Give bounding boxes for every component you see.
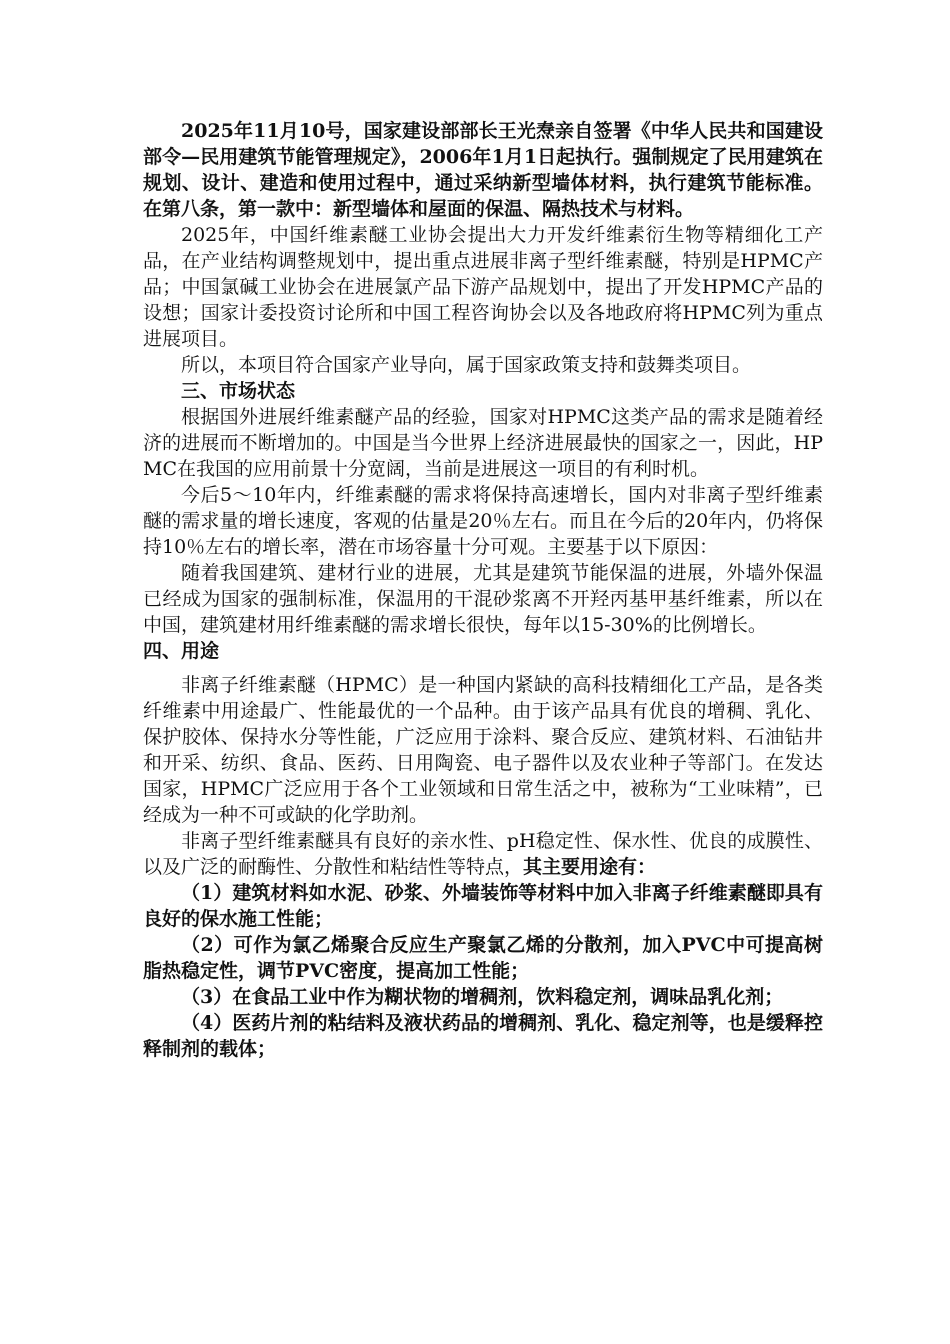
heading-market-status: 三、市场状态: [181, 380, 296, 402]
paragraph-hpmc-intro: 非离子纤维素醚（HPMC）是一种国内紧缺的高科技精细化工产品，是各类纤维素中用途最广、性能最优的一个品种。由于该产品具有优良的增稠、乳化、保护胶体、保持水分等性能，广泛应用于涂料、聚合反应、建筑材料、石油钻井和开采、纺织、食品、医药、日用陶瓷、电子器件以及农业种子等部门。在发达国家，HPMC广泛应用于各个工业领域和日常生活之中，被称为“工业味精”，已经成为一种不可或缺的化学助剂。: [143, 674, 823, 826]
list-item-food: （3）在食品工业中作为糊状物的增稠剂，饮料稳定剂，调味品乳化剂；: [181, 986, 784, 1008]
paragraph-construction-reason: 随着我国建筑、建材行业的进展，尤其是建筑节能保温的进展，外墙外保温已经成为国家的强制标准，保温用的干混砂浆离不开羟丙基甲基纤维素，所以在中国，建筑建材用纤维素醚的需求增长很快，每年以15-30%的比例增长。: [143, 562, 823, 636]
paragraph-regulation: 2025年11月10号，国家建设部部长王光焘亲自签署《中华人民共和国建设部令—民用建筑节能管理规定》，2006年1月1日起执行。强制规定了民用建筑在规划、设计、建造和使用过程中，通过采纳新型墙体材料，执行建筑节能标准。在第八条，第一款中：新型墙体和屋面的保温、隔热技术与材料。: [143, 120, 823, 220]
main-uses-lead: 其主要用途有：: [523, 856, 657, 878]
paragraph-growth-forecast: 今后5～10年内，纤维素醚的需求将保持高速增长，国内对非离子型纤维素醚的需求量的增长速度，客观的估量是20％左右。而且在今后的20年内，仍将保持10％左右的增长率，潜在市场容量十分可观。主要基于以下原因：: [143, 484, 823, 558]
document-page: [143, 118, 823, 1062]
paragraph-market-demand: 根据国外进展纤维素醚产品的经验，国家对HPMC这类产品的需求是随着经济的进展而不断增加的。中国是当今世界上经济进展最快的国家之一，因此，HPMC在我国的应用前景十分宽阔，当前是进展这一项目的有利时机。: [143, 406, 823, 480]
heading-uses: 四、用途: [143, 640, 220, 662]
paragraph-industry-plan: 2025年，中国纤维素醚工业协会提出大力开发纤维素衍生物等精细化工产品，在产业结构调整规划中，提出重点进展非离子型纤维素醚，特别是HPMC产品；中国氯碱工业协会在进展氯产品下游产品规划中，提出了开发HPMC产品的设想；国家计委投资讨论所和中国工程咨询协会以及各地政府将HPMC列为重点进展项目。: [143, 224, 823, 350]
paragraph-main-uses: [143, 828, 823, 880]
paragraph-policy-conclusion: 所以，本项目符合国家产业导向，属于国家政策支持和鼓舞类项目。: [181, 354, 752, 376]
list-item-construction: （1）建筑材料如水泥、砂浆、外墙装饰等材料中加入非离子纤维素醚即具有良好的保水施工性能；: [143, 882, 823, 930]
list-item-pvc: （2）可作为氯乙烯聚合反应生产聚氯乙烯的分散剂，加入PVC中可提高树脂热稳定性，调节PVC密度，提高加工性能；: [143, 934, 823, 982]
main-uses-text: 非离子型纤维素醚具有良好的亲水性、pH稳定性、保水性、优良的成膜性、以及广泛的耐酶性、分散性和粘结性等特点，: [143, 830, 823, 878]
list-item-medicine: （4）医药片剂的粘结料及液状药品的增稠剂、乳化、稳定剂等，也是缓释控释制剂的载体；: [143, 1012, 823, 1060]
